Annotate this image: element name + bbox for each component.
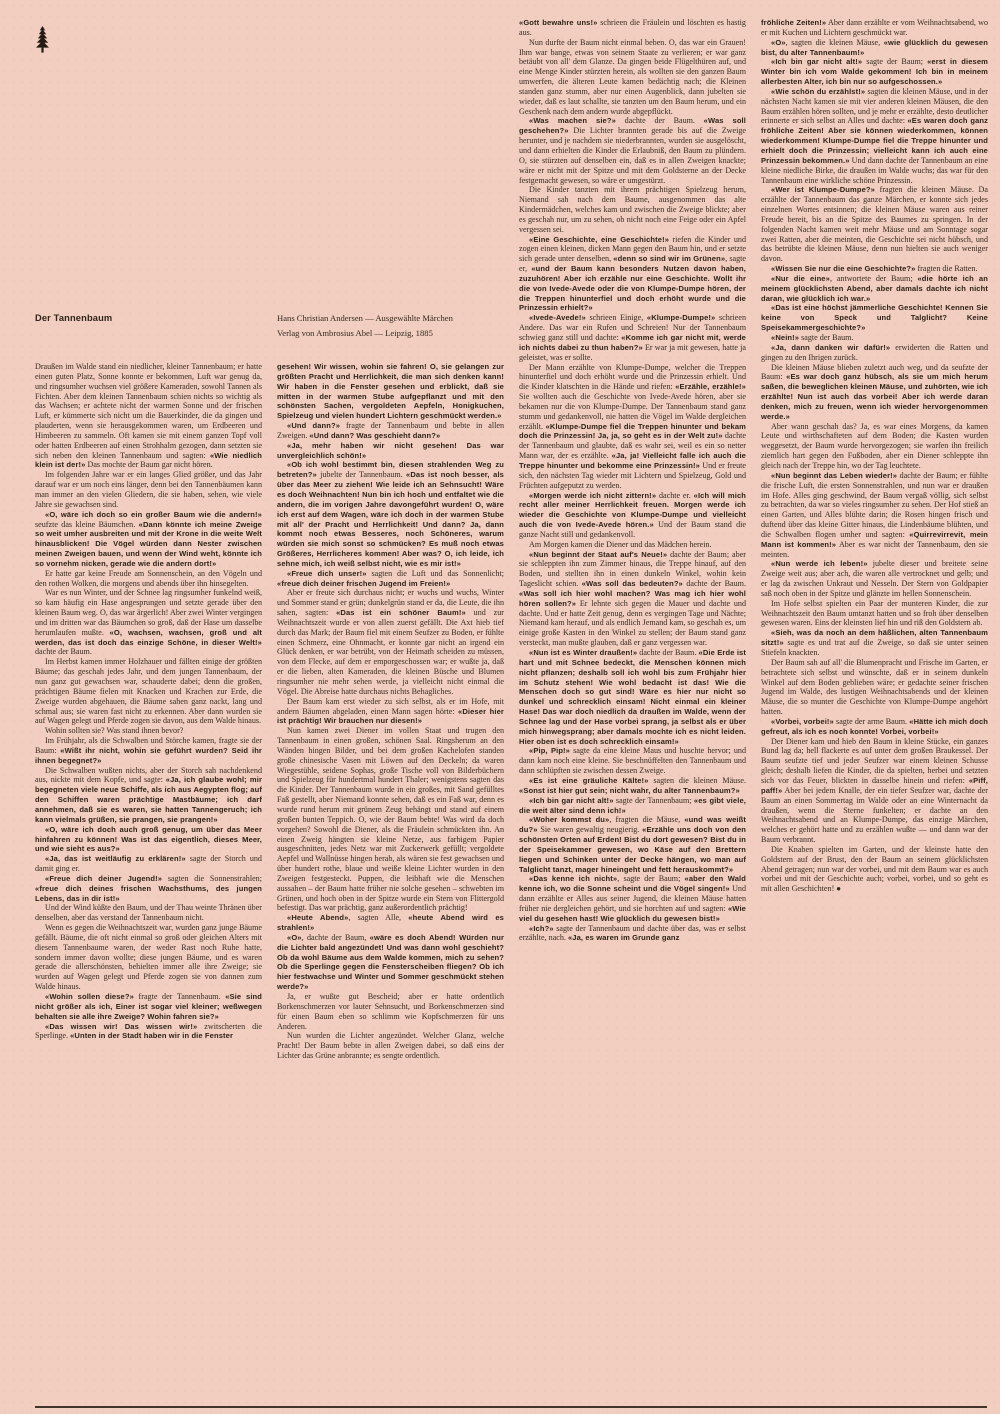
dialogue-text: «Komme ich gar nicht mit, werde ich nichts dabei zu thun haben?» [519,333,746,352]
paragraph: «Nun beginnt das Leben wieder!» dachte der Baum; er fühlte die frische Luft, die ersten Sonnenstrahlen, und nun war er draußen im Hofe. Alles ging geschwind, der Baum vergaß völlig, sich selbst zu betrachten, da war so vieles ringsumher zu sehen. Der Hof stieß an einen Garten, und Alles blühte darin; die Rosen hingen frisch und duftend über das kleine Gitter hinaus, die Lindenbäume blühten, und die Schwalben flogen umher und sagten: «Quirrevirrevit, mein Mann ist kommen!» Aber es war nicht der Tannenbaum, den sie meinten. [761,470,988,559]
paragraph: Nun durfte der Baum nicht einmal beben. O, das war ein Grauen! Ihm war bange, etwas von seinem Staate zu verlieren; er war ganz betäubt von all' dem Glanze. Da gingen beide Flügelthüren auf, und eine Menge Kinder stürzten herein, als wollten sie den ganzen Baum umwerfen, die älteren Leute kamen bedächtig nach; die Kleinen standen ganz stumm, aber nur einen Augenblick, dann jubelten sie wieder, daß es laut schallte, sie tanzten um den Baum herum, und ein Geschenk nach dem andern wurde abgepflückt. [519,37,746,116]
dialogue-text: «Klumpe-Dumpe fiel die Treppen hinunter und bekam doch die Prinzessin! Ja, ja, so geht es in der Welt zu!» [519,421,746,441]
paragraph: Wenn es gegen die Weihnachtszeit war, wurden ganz junge Bäume gefällt. Bäume, die oft nicht einmal so groß oder gleichen Alters mit diesem Tannenbaume waren, der weder Rast noch Ruhe hatte, sondern immer davon wollte; diese jungen Bäume, und es waren gerade die allerschönsten, behielten immer alle ihre Zweige; sie wurden auf Wagen gelegt und Pferde zogen sie von dannen zum Walde hinaus. [35,923,262,992]
paragraph: Er hatte gar keine Freude am Sonnenschein, an den Vögeln und den rothen Wolken, die morgens und abends über ihn hinsegelten. [35,568,262,588]
dialogue-text: «Wißt ihr nicht, wohin sie geführt wurden? Seid ihr ihnen begegnet?» [35,745,262,765]
dialogue-text: «Pip, Pip!» [529,746,571,756]
paragraph: fröhliche Zeiten!» Aber dann erzählte er vom Weihnachtsabend, wo er mit Kuchen und Lichtern geschmückt war. [761,18,988,37]
paragraph: «Morgen werde ich nicht zittern!» dachte er. «Ich will mich recht aller meiner Herrlichkeit freuen. Morgen werde ich wieder die Geschichte von Klumpe-Dumpe und vielleicht auch die von Ivede-Avede hören.» Und der Baum stand die ganze Nacht still und gedankenvoll. [519,490,746,539]
citation-line-2: Verlag von Ambrosius Abel — Leipzig, 1885 [277,328,433,338]
paragraph: Im folgenden Jahre war er ein langes Glied größer, und das Jahr darauf war er um noch eins länger, denn bei den Tannenbäumen kann man immer an den vielen Gliedern, die sie haben, sehen, wie viele Jahre sie gewachsen sind. [35,470,262,509]
dialogue-text: gesehen! Wir wissen, wohin sie fahren! O, sie gelangen zur größten Pracht und Herrlichkeit, die man sich denken kann! Wir haben in die Fenster gesehen und erblickt, daß sie mitten in der warmen Stube aufgepflanzt und mit den schönsten Sachen, vergoldeten Aepfeln, Honigkuchen, Spielzeug und vielen hundert Lichtern geschmückt werden.» [277,362,504,421]
dialogue-text: «O, wachsen, wachsen, groß und alt werden, das ist doch das einzige Schöne, in dieser Welt!» [35,627,262,647]
dialogue-text: «Erzähle uns doch von den schönsten Orten auf Erden! Bist du dort gewesen? Bist du in der Speisekammer gewesen, wo Käse auf den Brettern liegen und Schinken unter der Decke hängen, wo man auf Talglicht tanzt, mager hineingeht und fett herauskommt?» [519,825,746,874]
dialogue-text: «Was soll das bedeuten?» [581,579,683,589]
dialogue-text: «Das ist noch besser, als über das Meer zu ziehen! Wie leide ich an Sehnsucht! Wäre es doch Weihnachten! Nun bin ich hoch und entfaltet wie die andern, die im vorigen Jahre davongeführt wurden! O, wäre ich erst auf dem Wagen, wäre ich doch in der warmen Stube mit all' der Pracht und Herrlichkeit! Und dann? Ja, dann kommt noch etwas Besseres, noch Schöneres, warum würden sie mich sonst so schmücken? Es muß noch etwas Größeres, Herrlicheres kommen! Aber was? O, ich leide, ich sehne mich, ich weiß selbst nicht, wie es mir ist!» [277,470,504,568]
paragraph: «Nun werde ich leben!» jubelte dieser und breitete seine Zweige weit aus; aber ach, die waren alle vertrocknet und gelb; und er lag da zwischen Unkraut und Nesseln. Der Stern von Goldpapier saß noch oben in der Spitze und glänzte im hellen Sonnenschein. [761,559,988,598]
dialogue-text: «Ja, ich glaube wohl; mir begegneten viele neue Schiffe, als ich aus Aegypten flog; auf den Schiffen waren prächtige Mastbäume; ich darf annehmen, daß sie es waren, sie hatten Tannengeruch; ich kann vielmals grüßen, sie prangen, sie prangen!» [35,775,262,824]
paragraph: Aber er freute sich durchaus nicht; er wuchs und wuchs, Winter und Sommer stand er grün; dunkelgrün stand er da, die Leute, die ihn sahen, sagten: «Das ist ein schöner Baum!» und zur Weihnachtszeit wurde er von allen zuerst gefällt. Die Axt hieb tief durch das Mark; der Baum fiel mit einem Seufzer zu Boden, er fühlte einen Schmerz, eine Ohnmacht, er konnte gar nicht an irgend ein Glück denken, er war betrübt, von der Heimath scheiden zu müssen, von dem Flecke, auf dem er emporgeschossen war; er wußte ja, daß er die lieben, alten Kameraden, die kleinen Büsche und Blumen ringsumher nie mehr sehen werde, ja vielleicht nicht einmal die Vögel. Die Abreise hatte durchaus nichts Behagliches. [277,588,504,696]
paragraph [761,303,988,333]
dialogue-text: «O, wäre ich doch so ein großer Baum wie die andern!» [45,509,262,519]
dialogue-text: «erst in diesem Winter bin ich vom Walde gekommen! Ich bin in meinem allerbesten Alter, ich bin nur so aufgeschossen.» [761,57,988,87]
paragraph: «O», sagten die kleinen Mäuse, «wie glücklich du gewesen bist, du alter Tannenbaum!» [761,37,988,57]
paragraph: «Nun beginnt der Staat auf's Neue!» dachte der Baum; aber sie schleppten ihn zum Zimmer hinaus, die Treppe hinauf, auf den Boden, und stellten ihn in einen dunkeln Winkel, wohin kein Tageslicht schien. «Was soll das bedeuten?» dachte der Baum. «Was soll ich hier wohl machen? Was mag ich hier wohl hören sollen?» Er lehnte sich gegen die Mauer und dachte und dachte. Und er hatte Zeit genug, denn es vergingen Tage und Nächte; Niemand kam herauf, und als endlich Jemand kam, so geschah es, um einige große Kasten in den Winkel zu stellen; der Baum stand ganz versteckt, man mußte glauben, daß er ganz vergessen war. [519,549,746,648]
paragraph: «Ivede-Avede!» schrieen Einige, «Klumpe-Dumpe!» schrieen Andere. Das war ein Rufen und Schreien! Nur der Tannenbaum schwieg ganz still und dachte: «Komme ich gar nicht mit, werde ich nichts dabei zu thun haben?» Er war ja mit gewesen, hatte ja geleistet, was er sollte. [519,313,746,362]
dialogue-text: «Nun beginnt der Staat auf's Neue!» [529,549,668,559]
dialogue-text: «Sieh, was da noch an dem häßlichen, alten Tannenbaum sitzt!» [761,628,988,648]
paragraph: Die Knaben spielten im Garten, und der kleinste hatte den Goldstern auf der Brust, den der Baum an seinem glücklichsten Abend getragen; nun war der vorbei, und mit dem Baum war es auch vorbei und mit der Geschichte auch; vorbei, vorbei, und so geht es mit allen Geschichten! ● [761,844,988,894]
dialogue-text: «Morgen werde ich nicht zittern!» [529,490,657,500]
paragraph: «Was machen sie?» dachte der Baum. «Was soll geschehen?» Die Lichter brannten gerade bis auf die Zweige herunter, und je nachdem sie niederbrannten, wurden sie ausgelöscht, und dann erhielten die Kinder die Erlaubniß, den Baum zu plündern. O, sie stürzten auf denselben ein, daß es in allen Zweigen knackte; wäre er nicht mit der Spitze und mit dem Goldsterne an der Decke festgemacht gewesen, so wäre er umgestürzt. [519,116,746,185]
paragraph: «Wie schön du erzählst!» sagten die kleinen Mäuse, und in der nächsten Nacht kamen sie mit vier anderen kleinen Mäusen, die den Baum erzählen hören sollten, und je mehr er erzählte, desto deutlicher erinnerte er sich selbst an Alles und dachte: «Es waren doch ganz fröhliche Zeiten! Aber sie können wiederkommen, können wiederkommen! Klumpe-Dumpe fiel die Treppe hinunter und erhielt doch die Prinzessin; vielleicht kann ich auch eine Prinzessin bekommen.» Und dann dachte der Tannenbaum an eine kleine niedliche Birke, die draußen im Walde wuchs; das war für den Tannenbaum eine wirkliche schöne Prinzessin. [761,86,988,185]
dialogue-text: «es gibt viele, die weit älter sind denn ich!» [519,795,746,815]
text-column-4 [761,18,988,1380]
paragraph: «Wohin sollen diese?» fragte der Tannenbaum. «Sie sind nicht größer als ich, Einer ist sogar viel kleiner; weßwegen behalten sie alle ihre Zweige? Wohin fahren sie?» [35,992,262,1021]
dialogue-text: «Unten in der Stadt haben wir in die Fenster [70,1031,234,1041]
paragraph: «Ja, dann danken wir dafür!» erwiderten die Ratten und gingen zu den Ihrigen zurück. [761,342,988,362]
dialogue-text: «Erzähle, erzähle!» [675,382,746,392]
dialogue-text: «aber den Wald kenne ich, wo die Sonne scheint und die Vögel singen!» [519,874,746,894]
paragraph: «Nur die eine», antwortete der Baum; «die hörte ich an meinem glücklichsten Abend, aber damals dachte ich nicht daran, wie glücklich ich war.» [761,273,988,303]
paragraph: «Es ist eine gräuliche Kälte!» sagten die kleinen Mäuse. «Sonst ist hier gut sein; nicht wahr, du alter Tannenbaum?» [519,775,746,795]
paragraph: Im Frühjahr, als die Schwalben und Störche kamen, fragte sie der Baum: «Wißt ihr nicht, wohin sie geführt wurden? Seid ihr ihnen begegnet?» [35,736,262,765]
paragraph: «Nun ist es Winter draußen!» dachte der Baum. «Die Erde ist hart und mit Schnee bedeckt, die Menschen können mich nicht pflanzen; deshalb soll ich wohl bis zum Frühjahr hier im Schutz stehen! Wie wohl bedacht ist das! Wie die Menschen doch so gut sind! Wäre es hier nur nicht so dunkel und schrecklich einsam! Nicht einmal ein kleiner Hase! Das war doch niedlich da draußen im Walde, wenn der Schnee lag und der Hase vorbei sprang, ja selbst als er über mich hinwegsprang; aber damals mochte ich es nicht leiden. Hier oben ist es doch schrecklich einsam!» [519,648,746,746]
dialogue-text: «Wie viel du gesehen hast! Wie glücklich du gewesen bist!» [519,903,746,923]
paragraph: «Pip, Pip!» sagte da eine kleine Maus und huschte hervor; und dann kam noch eine kleine. Sie beschnüffelten den Tannenbaum und dann schlüpften sie zwischen dessen Zweige. [519,746,746,776]
dialogue-text: «Es war doch ganz hübsch, als sie um mich herum saßen, die beweglichen kleinen Mäuse, und zuhörten, wie ich erzählte! Nun ist auch das vorbei! Aber ich werde daran denken, mich zu freuen, wenn ich wieder hervorgenommen werde.» [761,372,988,421]
dialogue-text: «Dieser hier ist prächtig! Wir brauchen nur diesen!» [277,706,504,726]
dialogue-text: «Heute Abend» [287,913,349,923]
citation-line-1: Hans Christian Andersen — Ausgewählte Märchen [277,313,453,323]
paragraph: «Wer ist Klumpe-Dumpe?» fragten die kleinen Mäuse. Da erzählte der Tannenbaum das ganze Märchen, er konnte sich jedes einzelnen Wortes entsinnen; die kleinen Mäuse waren aus reiner Freude bereit, bis an die Spitze des Baumes zu springen. In der folgenden Nacht kamen weit mehr Mäuse und am Sonntage sogar zwei Ratten, aber die meinten, die Geschichte sei nicht hübsch, und das betrübte die kleinen Mäuse, denn nun hielten sie auch weniger davon. [761,185,988,264]
dialogue-text: «O, wäre ich doch auch groß genug, um über das Meer hinfahren zu können! Was ist das eigentlich, dieses Meer, und wie sieht es aus?» [35,824,262,854]
dialogue-text: «Vorbei, vorbei!» [771,716,834,726]
dialogue-text: «Ich bin gar nicht alt!» [771,57,863,67]
paragraph: «Eine Geschichte, eine Geschichte!» riefen die Kinder und zogen einen kleinen, dicken Mann gegen den Baum hin, und er setzte sich gerade unter denselben, «denn so sind wir im Grünen», sagte er, «und der Baum kann besonders Nutzen davon haben, zuzuhören! Aber ich erzähle nur eine Geschichte. Wollt ihr die von Ivede-Avede oder die von Klumpe-Dumpe hören, der die Treppen hinunterfiel und doch erhöht wurde und die Prinzessin erhielt?» [519,234,746,313]
fir-tree-icon [36,26,49,53]
paragraph: «Woher kommst du», fragten die Mäuse, «und was weißt du?» Sie waren gewaltig neugierig. «Erzähle uns doch von den schönsten Orten auf Erden! Bist du dort gewesen? Bist du in der Speisekammer gewesen, wo Käse auf den Brettern liegen und Schinken unter der Decke hängen, wo man auf Talglicht tanzt, mager hineingeht und fett herauskommt?» [519,815,746,874]
dialogue-text: «Sonst ist hier gut sein; nicht wahr, du alter Tannenbaum?» [519,785,740,795]
dialogue-text: «freue dich deines frischen Wachsthums, des jungen Lebens, das in dir ist!» [35,883,262,903]
paragraph: War es nun Winter, und der Schnee lag ringsumher funkelnd weiß, so kam häufig ein Hase angesprungen und setzte gerade über den kleinen Baum weg. O, das war ärgerlich! Aber zwei Winter vergingen und im dritten war das Bäumchen so groß, daß der Hase um dasselbe herumlaufen mußte. «O, wachsen, wachsen, groß und alt werden, das ist doch das einzige Schöne, in dieser Welt!» dachte der Baum. [35,588,262,657]
paragraph: «Ja, das ist weitläufig zu erklären!» sagte der Storch und damit ging er. [35,854,262,874]
paragraph: «Sieh, was da noch an dem häßlichen, alten Tannenbaum sitzt!» sagte es und trat auf die Zweige, so daß sie unter seinen Stiefeln knackten. [761,628,988,657]
paragraph: Ja, er wußte gut Bescheid; aber er hatte ordentlich Borkenschmerzen vor lauter Sehnsucht, und Borkenschmerzen sind für einen Baum eben so schlimm wie Kopfschmerzen für uns Anderen. [277,992,504,1031]
paragraph: Und der Wind küßte den Baum, und der Thau weinte Thränen über denselben, aber das verstand der Tannenbaum nicht. [35,903,262,923]
paragraph [277,441,504,461]
dialogue-text: «Ja, ja! Vielleicht falle ich auch die Treppe hinunter und bekomme eine Prinzessin!» [519,451,746,470]
dialogue-text: «Nun werde ich leben!» [771,559,868,569]
paragraph: «Das kenne ich nicht», sagte der Baum; «aber den Wald kenne ich, wo die Sonne scheint und die Vögel singen!» Und dann erzählte er Alles aus seiner Jugend, die kleinen Mäuse hatten früher nie dergleichen gehört, und sie horchten auf und sagten: «Wie viel du gesehen hast! Wie glücklich du gewesen bist!» [519,874,746,923]
dialogue-text: «Die Erde ist hart und mit Schnee bedeckt, die Menschen können mich nicht pflanzen; deshalb soll ich wohl bis zum Frühjahr hier im Schutz stehen! Wie wohl bedacht ist das! Wie die Menschen doch so gut sind! Wäre es hier nur nicht so dunkel und schrecklich einsam! Nicht einmal ein kleiner Hase! Das war doch niedlich da draußen im Walde, wenn der Schnee lag und der Hase vorbei sprang, ja selbst als er über mich hinwegsprang; aber damals mochte ich es nicht leiden. Hier oben ist es doch schrecklich einsam!» [519,648,746,746]
dialogue-text: «Ja, es waren im Grunde ganz [567,933,680,943]
dialogue-text: «Gott bewahre uns!» [519,18,598,27]
dialogue-text: «Eine Geschichte, eine Geschichte!» [529,234,670,244]
paragraph: Die Kinder tanzten mit ihrem prächtigen Spielzeug herum, Niemand sah nach dem Baume, ausgenommen das alte Kindermädchen, welches kam und zwischen die Zweige blickte; aber es geschah nur, um zu sehen, ob nicht noch eine Feige oder ein Apfel vergessen sei. [519,185,746,234]
dialogue-text: «O» [287,932,302,942]
dialogue-text: «O» [771,37,786,47]
dialogue-text: «und der Baum kann besonders Nutzen davon haben, zuzuhören! Aber ich erzähle nur eine Geschichte. Wollt ihr die von Ivede-Avede oder die von Klumpe-Dumpe hören, der die Treppen hinunterfiel und doch erhöht wurde und die Prinzessin erhielt?» [519,264,746,313]
paragraph: Nun kamen zwei Diener im vollen Staat und trugen den Tannenbaum in einen großen, schönen Saal. Ringsherum an den Wänden hingen Bilder, und bei dem großen Kachelofen standen große chinesische Vasen mit Löwen auf den Deckeln; da waren Wiegestühle, seidene Sophas, große Tische voll von Bilderbüchern und Spielzeug für hundertmal hundert Thaler; wenigstens sagten das die Kinder. Der Tannenbaum wurde in ein großes, mit Sand gefülltes Faß gestellt, aber Niemand konnte sehen, daß es ein Faß war, denn es wurde rund herum mit grünem Zeug behängt und stand auf einem großen bunten Teppich. O, wie der Baum bebte! Was wird da doch vorgehen? Sowohl die Diener, als die Fräulein schmückten ihn. An einen Zweig hängten sie kleine Netze, aus farbigem Papier ausgeschnitten, jedes Netz war mit Zuckerwerk gefüllt; vergoldete Aepfel und Wallnüsse hingen herab, als wären sie fest gewachsen und über hundert rothe, blaue und weiße kleine Lichter wurden in den Zweigen festgesteckt. Puppen, die leibhaft wie die Menschen aussahen – der Baum hatte früher nie solche gesehen – schwebten im Grünen, und hoch oben in der Spitze wurde ein Stern von Flittergold befestigt. Das war prächtig, ganz außerordentlich prächtig! [277,726,504,913]
paragraph: Der Baum kam erst wieder zu sich selbst, als er im Hofe, mit andern Bäumen abgeladen, einen Mann sagen hörte: «Dieser hier ist prächtig! Wir brauchen nur diesen!» [277,696,504,726]
dialogue-text: «Wissen Sie nur die eine Geschichte?» [771,264,916,274]
dialogue-text: «Ja, dann danken wir dafür!» [771,342,891,352]
paragraph: «Vorbei, vorbei!» sagte der arme Baum. «Hätte ich mich doch gefreut, als ich es noch konnte! Vorbei, vorbei!» [761,716,988,736]
dialogue-text: «Ja, mehr haben wir nicht gesehen! Das war unvergleichlich schön!» [277,440,504,460]
dialogue-text: «und was weißt du?» [519,815,746,835]
paragraph: Im Herbst kamen immer Holzhauer und fällten einige der größten Bäume; das geschah jedes Jahr, und dem jungen Tannenbaum, der nun ganz gut gewachsen war, schauderte dabei; denn die großen, prächtigen Bäume fielen mit Knacken und Krachen zur Erde, die Zweige wurden abgehauen, die Bäume sahen ganz nackt, lang und schmal aus; sie waren fast nicht zu erkennen. Aber dann wurden sie auf Wagen gelegt und Pferde zogen sie davon, aus dem Walde hinaus. [35,657,262,726]
dialogue-text: «Hätte ich mich doch gefreut, als ich es noch konnte! Vorbei, vorbei!» [761,716,988,736]
dialogue-text: fröhliche Zeiten!» [761,18,827,27]
footer-rule [35,1406,987,1408]
paragraph: «Ob ich wohl bestimmt bin, diesen strahlenden Weg zu betreten?» jubelte der Tannenbaum. «Das ist noch besser, als über das Meer zu ziehen! Wie leide ich an Sehnsucht! Wäre es doch Weihnachten! Nun bin ich hoch und entfaltet wie die andern, die im vorigen Jahre davongeführt wurden! O, wäre ich erst auf dem Wagen, wäre ich doch in der warmen Stube mit all' der Pracht und Herrlichkeit! Und dann? Ja, dann kommt noch etwas Besseres, noch Schöneres, warum würden sie mich sonst so schmücken? Es muß noch etwas Größeres, Herrlicheres kommen! Aber was? O, ich leide, ich sehne mich, ich weiß selbst nicht, wie es mir ist!» [277,460,504,568]
dialogue-text: «Ich?» [529,923,554,933]
paragraph: Am Morgen kamen die Diener und das Mädchen herein. [529,539,712,549]
dialogue-text: «Nun beginnt das Leben wieder!» [771,470,898,480]
citation [277,311,504,341]
dialogue-text: «Das wissen wir! Das wissen wir!» [45,1021,198,1031]
dialogue-text: «Dann könnte ich meine Zweige so weit umher ausbreiten und mit der Krone in die weite Welt hinausblicken! Die Vögel würden dann Nester zwischen meinen Zweigen bauen, und wenn der Wind weht, könnte ich so vornehm nicken, gerade wie die andern dort!» [35,519,262,568]
dialogue-text: «Ich bin gar nicht alt!» [529,795,614,805]
paragraph: «O», dachte der Baum, «wäre es doch Abend! Würden nur die Lichter bald angezündet! Und was dann wohl geschieht? Ob da wohl Bäume aus dem Walde kommen, mich zu sehen? Ob die Sperlinge gegen die Fensterscheiben fliegen? Ob ich hier festwachse und Winter und Sommer geschmückt stehen werde?» [277,932,504,992]
dialogue-text: «Nun ist es Winter draußen!» [529,648,638,657]
page-title: Der Tannenbaum [35,313,113,323]
paragraph: «Freue dich unser!» sagten die Luft und das Sonnenlicht; «freue dich deiner frischen Jugend im Freien!» [277,568,504,588]
dialogue-text: «Das ist eine höchst jämmerliche Geschichte! Kennen Sie keine von Speck und Talglicht? Keine Speisekammergeschichte?» [761,303,988,333]
dialogue-text: «heute Abend wird es strahlen!» [277,913,504,933]
dialogue-text: «Wohin sollen diese?» [45,992,134,1001]
paragraph: «O, wäre ich doch so ein großer Baum wie die andern!» seufzte das kleine Bäumchen. «Dann könnte ich meine Zweige so weit umher ausbreiten und mit der Krone in die weite Welt hinausblicken! Die Vögel würden dann Nester zwischen meinen Zweigen bauen, und wenn der Wind weht, könnte ich so vornehm nicken, gerade wie die andern dort!» [35,509,262,568]
dialogue-text: «wäre es doch Abend! Würden nur die Lichter bald angezündet! Und was dann wohl geschieht? Ob da wohl Bäume aus dem Walde kommen, mich zu sehen? Ob die Sperlinge gegen die Fensterscheiben fliegen? Ob ich hier festwachse und Winter und Sommer geschmückt stehen werde?» [277,932,504,992]
dialogue-text: «Wer ist Klumpe-Dumpe?» [771,185,875,195]
dialogue-text: «Was machen sie?» [529,116,616,126]
paragraph: Draußen im Walde stand ein niedlicher, kleiner Tannenbaum; er hatte einen guten Platz, Sonne konnte er bekommen, Luft war genug da, und ringsumher wuchsen viel größere Kameraden, sowohl Tannen als Fichten. Aber dem kleinen Tannenbaum schien nichts so wichtig als das Wachsen; er achtete nicht der warmen Sonne und der frischen Luft, er kümmerte sich nicht um die Bauerkinder, die da gingen und plauderten, wenn sie herausgekommen waren, um Erdbeeren und Himbeeren zu sammeln. Oft kamen sie mit einem ganzen Topf voll oder hatten Erdbeeren auf einen Strohhalm gezogen, dann setzten sie sich neben den kleinen Tannenbaum und sagten: «Wie niedlich klein ist der!» Das mochte der Baum gar nicht hören. [35,362,262,470]
dialogue-text: «Klumpe-Dumpe!» [646,313,716,323]
dialogue-text: «Nur die eine» [771,273,830,283]
dialogue-text: «Ich will mich recht aller meiner Herrlichkeit freuen. Morgen werde ich wieder die Geschichte von Klumpe-Dumpe und vielleicht auch die von Ivede-Avede hören.» [519,490,746,530]
dialogue-text: «freue dich deiner frischen Jugend im Freien!» [277,578,451,588]
paragraph: Im Hofe selbst spielten ein Paar der munteren Kinder, die zur Weihnachtszeit den Baum umtanzt hatten und so froh über denselben gewesen waren. Eins der kleinsten lief hin und riß den Goldstern ab. [761,598,988,628]
dialogue-text: «Quirrevirrevit, mein Mann ist kommen!» [761,529,988,549]
paragraph: Die kleinen Mäuse blieben zuletzt auch weg, und da seufzte der Baum: «Es war doch ganz hübsch, als sie um mich herum saßen, die beweglichen kleinen Mäuse, und zuhörten, wie ich erzählte! Nun ist auch das vorbei! Aber ich werde daran denken, mich zu freuen, wenn ich wieder hervorgenommen werde.» [761,362,988,421]
paragraph: «Ich bin gar nicht alt!» sagte der Tannenbaum; «es gibt viele, die weit älter sind denn ich!» [519,795,746,815]
dialogue-text: «Ja, das ist weitläufig zu erklären!» [45,854,186,864]
paragraph: «Nein!» sagte der Baum. [771,333,854,342]
paragraph: Der Mann erzählte von Klumpe-Dumpe, welcher die Treppen hinunterfiel und doch erhöht wurde und die Prinzessin erhielt. Und die Kinder klatschten in die Hände und riefen: «Erzähle, erzähle!» Sie wollten auch die Geschichte von Ivede-Avede hören, aber sie bekamen nur die von Klumpe-Dumpe. Der Tannenbaum stand ganz stumm und gedankenvoll, nie hatten die Vögel im Walde dergleichen erzählt. «Klumpe-Dumpe fiel die Treppen hinunter und bekam doch die Prinzessin! Ja, ja, so geht es in der Welt zu!» dachte der Tannenbaum und glaubte, daß es wahr sei, weil es ein so netter Mann war, der es erzählte. «Ja, ja! Vielleicht falle ich auch die Treppe hinunter und bekomme eine Prinzessin!» Und er freute sich, den nächsten Tag wieder mit Lichtern und Spielzeug, Gold und Früchten aufgeputzt zu werden. [519,362,746,490]
paragraph: Der Diener kam und hieb den Baum in kleine Stücke, ein ganzes Bund lag da; hell flackerte es auf unter dem großen Braukessel. Der Baum seufzte tief und jeder Seufzer war einem kleinen Schusse gleich; deshalb liefen die Kinder, die da spielten, herbei und setzten sich vor das Feuer, blickten in dasselbe hinein und riefen: «Piff, paff!» Aber bei jedem Knalle, der ein tiefer Seufzer war, dachte der Baum an einen Sommertag im Walde oder an eine Winternacht da draußen, wenn die Sterne funkelten; er dachte an den Weihnachtsabend und an Klumpe-Dumpe, das einzige Märchen, welches er gehört hatte und zu erzählen wußte — und dann war der Baum verbrannt. [761,736,988,845]
text-column-2 [277,362,504,1380]
dialogue-text: «Wie niedlich klein ist der!» [35,450,262,470]
dialogue-text: «Freue dich deiner Jugend!» [45,873,163,883]
paragraph: Der Baum sah auf all' die Blumenpracht und Frische im Garten, er betrachtete sich selbst und wünschte, daß er in seinem dunkeln Winkel auf dem Boden geblieben wäre; er gedachte seiner frischen Jugend im Walde, des lustigen Weihnachtsabends und der kleinen Mäuse, die so munter die Geschichte von Klumpe-Dumpe angehört hatten. [761,657,988,717]
paragraph: «Freue dich deiner Jugend!» sagten die Sonnenstrahlen; «freue dich deines frischen Wachsthums, des jungen Lebens, das in dir ist!» [35,873,262,903]
dialogue-text: «Was soll ich hier wohl machen? Was mag ich hier wohl hören sollen?» [519,588,746,608]
dialogue-text: «Es ist eine gräuliche Kälte!» [529,775,649,785]
dialogue-text: «denn so sind wir im Grünen» [613,254,726,264]
dialogue-text: «Freue dich unser!» [287,568,367,578]
dialogue-text: «Piff, paff!» [761,775,988,795]
paragraph: Aber wann geschah das? Ja, es war eines Morgens, da kamen Leute und wirthschafteten auf dem Boden; die Kasten wurden weggesetzt, der Baum wurde hervorgezogen; sie warfen ihn freilich ziemlich hart gegen den Fußboden, aber ein Diener schleppte ihn gleich nach der Treppe hin, wo der Tag leuchtete. [761,421,988,470]
paragraph: «Ich bin gar nicht alt!» sagte der Baum; «erst in diesem Winter bin ich vom Walde gekommen! Ich bin in meinem allerbesten Alter, ich bin nur so aufgeschossen.» [761,57,988,87]
paragraph: «Und dann?» fragte der Tannenbaum und bebte in allen Zweigen. «Und dann? Was geschieht dann?» [277,421,504,440]
text-column-3 [519,18,746,1380]
dialogue-text: «Wie schön du erzählst!» [771,86,866,96]
dialogue-text: «wie glücklich du gewesen bist, du alter Tannenbaum!» [761,37,988,57]
dialogue-text: «Es waren doch ganz fröhliche Zeiten! Aber sie können wiederkommen, können wiederkommen! Klumpe-Dumpe fiel die Treppe hinunter und erhielt doch die Prinzessin; vielleicht kann ich auch eine Prinzessin bekommen.» [761,116,988,165]
paragraph: «Heute Abend», sagten Alle, «heute Abend wird es strahlen!» [277,913,504,933]
text-column-1 [35,362,262,1380]
paragraph: Die Schwalben wußten nichts, aber der Storch sah nachdenkend aus, nickte mit dem Kopfe, und sagte: «Ja, ich glaube wohl; mir begegneten viele neue Schiffe, als ich aus Aegypten flog; auf den Schiffen waren prächtige Mastbäume; ich darf annehmen, daß sie es waren, sie hatten Tannengeruch; ich kann vielmals grüßen, sie prangen, sie prangen!» [35,765,262,824]
dialogue-text: «Nein!» [771,333,800,342]
paragraph: Nun wurden die Lichter angezündet. Welcher Glanz, welche Pracht! Der Baum bebte in allen Zweigen dabei, so daß eins der Lichter das Grüne anbrannte; es sengte ordentlich. [277,1031,504,1061]
dialogue-text: «Und dann? Was geschieht dann?» [309,430,441,440]
paragraph: Wohin sollten sie? Was stand ihnen bevor? [45,726,184,736]
paragraph: «Gott bewahre uns!» schrieen die Fräulein und löschten es hastig aus. [519,18,746,37]
dialogue-text: «die hörte ich an meinem glücklichsten Abend, aber damals dachte ich nicht daran, wie glücklich ich war.» [761,273,988,303]
paragraph [277,362,504,421]
dialogue-text: «Sie sind nicht größer als ich, Einer ist sogar viel kleiner; weßwegen behalten sie alle ihre Zweige? Wohin fahren sie?» [35,992,262,1021]
paragraph: «Ich?» sagte der Tannenbaum und dachte über das, was er selbst erzählte, nach. «Ja, es waren im Grunde ganz [519,923,746,943]
dialogue-text: «Was soll geschehen?» [519,116,746,136]
paragraph: «Wissen Sie nur die eine Geschichte?» fragten die Ratten. [771,264,978,274]
dialogue-text: «Das kenne ich nicht» [529,874,618,884]
dialogue-text: «Woher kommst du» [529,815,610,825]
dialogue-text: «Das ist ein schöner Baum!» [336,608,466,618]
dialogue-text: «Und dann?» [287,421,341,431]
paragraph: «Das wissen wir! Das wissen wir!» zwitscherten die Sperlinge. «Unten in der Stadt haben wir in die Fenster [35,1021,262,1041]
dialogue-text: «Ob ich wohl bestimmt bin, diesen strahlenden Weg zu betreten?» [277,460,504,480]
dialogue-text: «Ivede-Avede!» [529,313,586,323]
paragraph [35,825,262,855]
